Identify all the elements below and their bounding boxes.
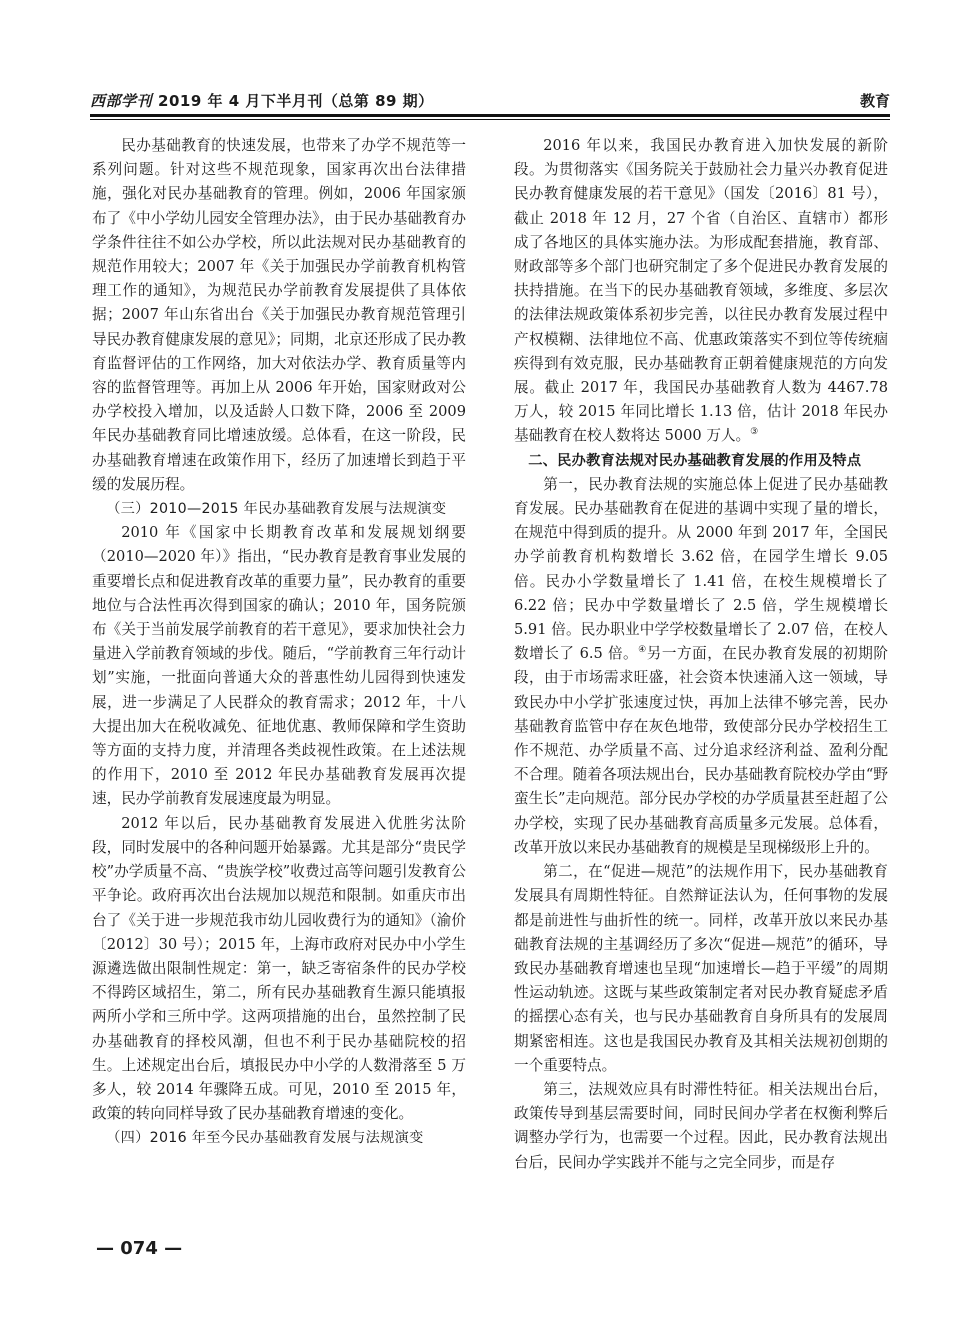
paragraph: 第二，在“促进—规范”的法规作用下，民办基础教育发展具有周期性特征。自然辩证法认为，任何事物的发展都是前进性与曲折性的统一。同样，改革开放以来民办基础教育法规的主基调经历了多次“促进—规范”的循环，导致民办基础教育增速也呈现“加速增长—趋于平缓”的周期性运动轨迹。这既与某些政策制定者对民办教育疑虑矛盾的摇摆心态有关，也与民办基础教育自身所具有的发展周期紧密相连。这也是我国民办教育及其相关法规初创期的一个重要特点。 — [514, 863, 888, 1074]
section-tag: 教育 — [859, 92, 890, 110]
paragraph-text: 另一方面，在民办教育发展的初期阶段，由于市场需求旺盛，社会资本快速涌入这一领域，导致民办中小学扩张速度过快，再加上法律不够完善，民办基础教育监管中存在灰色地带，致使部分民办学校招生工作不规范、办学质量不高、过分追求经济利益、盈利分配不合理。随着各项法规出台，民办基础教育院校办学由“野蛮生长”走向规范。部分民办学校的办学质量甚至赶超了公办学校，实现了民办基础教育高质量多元发展。总体看，改革开放以来民办基础教育的规模是呈现梯级形上升的。 — [514, 645, 888, 856]
running-header — [90, 90, 890, 116]
footnote-ref: ④ — [638, 645, 647, 656]
journal-issue: 2019 年 4 月下半月刊（总第 89 期） — [158, 92, 434, 110]
page-number: — 074 — — [96, 1238, 183, 1259]
subsection-heading: （四）2016 年至今民办基础教育发展与法规演变 — [106, 1130, 424, 1147]
journal-info — [90, 90, 434, 111]
paragraph: 2010 年《国家中长期教育改革和发展规划纲要（2010—2020 年）》指出，“民办教育是教育事业发展的重要增长点和促进教育改革的重要力量”，民办教育的重要地位与合法性再次得到国家的确认；2010 年，国务院颁布《关于当前发展学前教育的若干意见》，要求加快社会力量进入学前教育领域的步伐。随后，“学前教育三年行动计划”实施，一批面向普通大众的普惠性幼儿园得到快速发展，进一步满足了人民群众的教育需求；2012 年，十八大提出加大在税收减免、征地优惠、教师保障和学生资助等方面的支持力度，并清理各类歧视性政策。在上述法规的作用下，2010 至 2012 年民办基础教育发展再次提速，民办学前教育发展速度最为明显。 — [92, 524, 466, 808]
paragraph: 民办基础教育的快速发展，也带来了办学不规范等一系列问题。针对这些不规范现象，国家再次出台法律措施，强化对民办基础教育的管理。例如，2006 年国家颁布了《中小学幼儿园安全管理办法》，由于民办基础教育办学条件往往不如公办学校，所以此法规对民办基础教育的规范作用较大；2007 年《关于加强民办学前教育机构管理工作的通知》，为规范民办学前教育发展提供了具体依据；2007 年山东省出台《关于加强民办教育规范管理引导民办教育健康发展的意见》；同期，北京还形成了民办教育监督评估的工作网络，加大对依法办学、教育质量等内容的监督管理等。再加上从 2006 年开始，国家财政对公办学校投入增加，以及适龄人口数下降，2006 至 2009 年民办基础教育同比增速放缓。总体看，在这一阶段，民办基础教育增速在政策作用下，经历了加速增长到趋于平缓的发展历程。 — [92, 137, 466, 493]
section-heading: 二、民办教育法规对民办基础教育发展的作用及特点 — [528, 452, 862, 469]
footnote-ref: ③ — [750, 427, 759, 438]
paragraph — [514, 134, 888, 449]
right-column — [514, 134, 888, 1175]
header-rule-thick — [90, 114, 890, 117]
subsection-heading: （三）2010—2015 年民办基础教育发展与法规演变 — [106, 501, 447, 518]
journal-name: 西部学刊 — [90, 92, 153, 110]
paragraph-text: 第一，民办教育法规的实施总体上促进了民办基础教育发展。民办基础教育在促进的基调中实现了量的增长，在规范中得到质的提升。从 2000 年到 2017 年，全国民办学前教育机构数增长 3.62 倍，在园学生增长 9.05 倍。民办小学数量增长了 1.41 倍，在校生规模增长了 6.22 倍；民办中学数量增长了 2.5 倍，学生规模增长 5.91 倍。民办职业中学学校数量增长了 2.07 倍，在校人数增长了 6.5 倍。 — [514, 475, 888, 663]
paragraph: 2012 年以后，民办基础教育发展进入优胜劣汰阶段，同时发展中的各种问题开始暴露。尤其是部分“贵民学校”办学质量不高、“贵族学校”收费过高等问题引发教育公平争论。政府再次出台法规加以规范和限制。如重庆市出台了《关于进一步规范我市幼儿园收费行为的通知》（渝价〔2012〕30 号）；2015 年，上海市政府对民办中小学生源遴选做出限制性规定：第一，缺乏寄宿条件的民办学校不得跨区域招生，第二，所有民办基础教育生源只能填报两所小学和三所中学。这两项措施的出台，虽然控制了民办基础教育的择校风潮，但也不利于民办基础院校的招生。上述规定出台后，填报民办中小学的人数滑落至 5 万多人，较 2014 年骤降五成。可见，2010 至 2015 年，政策的转向同样导致了民办基础教育增速的变化。 — [92, 814, 466, 1123]
header-rule-thin — [90, 119, 890, 120]
paragraph-text: 2016 年以来，我国民办教育进入加快发展的新阶段。为贯彻落实《国务院关于鼓励社会力量兴办教育促进民办教育健康发展的若干意见》（国发〔2016〕81 号），截止 2018 年 12 月，27 个省（自治区、直辖市）都形成了各地区的具体实施办法。为形成配套措施，教育部、财政部等多个部门也研究制定了多个促进民办教育发展的扶持措施。在当下的民办基础教育领域，多维度、多层次的法律法规政策体系初步完善，以往民办教育发展过程中产权模糊、法律地位不高、优惠政策落实不到位等传统痼疾得到有效克服，民办基础教育正朝着健康规范的方向发展。截止 2017 年，我国民办基础教育人数为 4467.78 万人，较 2015 年同比增长 1.13 倍，估计 2018 年民办基础教育在校人数将达 5000 万人。 — [514, 137, 888, 445]
paragraph: 第三，法规效应具有时滞性特征。相关法规出台后，政策传导到基层需要时间，同时民间办学者在权衡利弊后调整办学行为，也需要一个过程。因此，民办教育法规出台后，民间办学实践并不能与之完全同步，而是存 — [514, 1080, 888, 1171]
paragraph — [514, 473, 888, 860]
left-column — [92, 134, 466, 1151]
